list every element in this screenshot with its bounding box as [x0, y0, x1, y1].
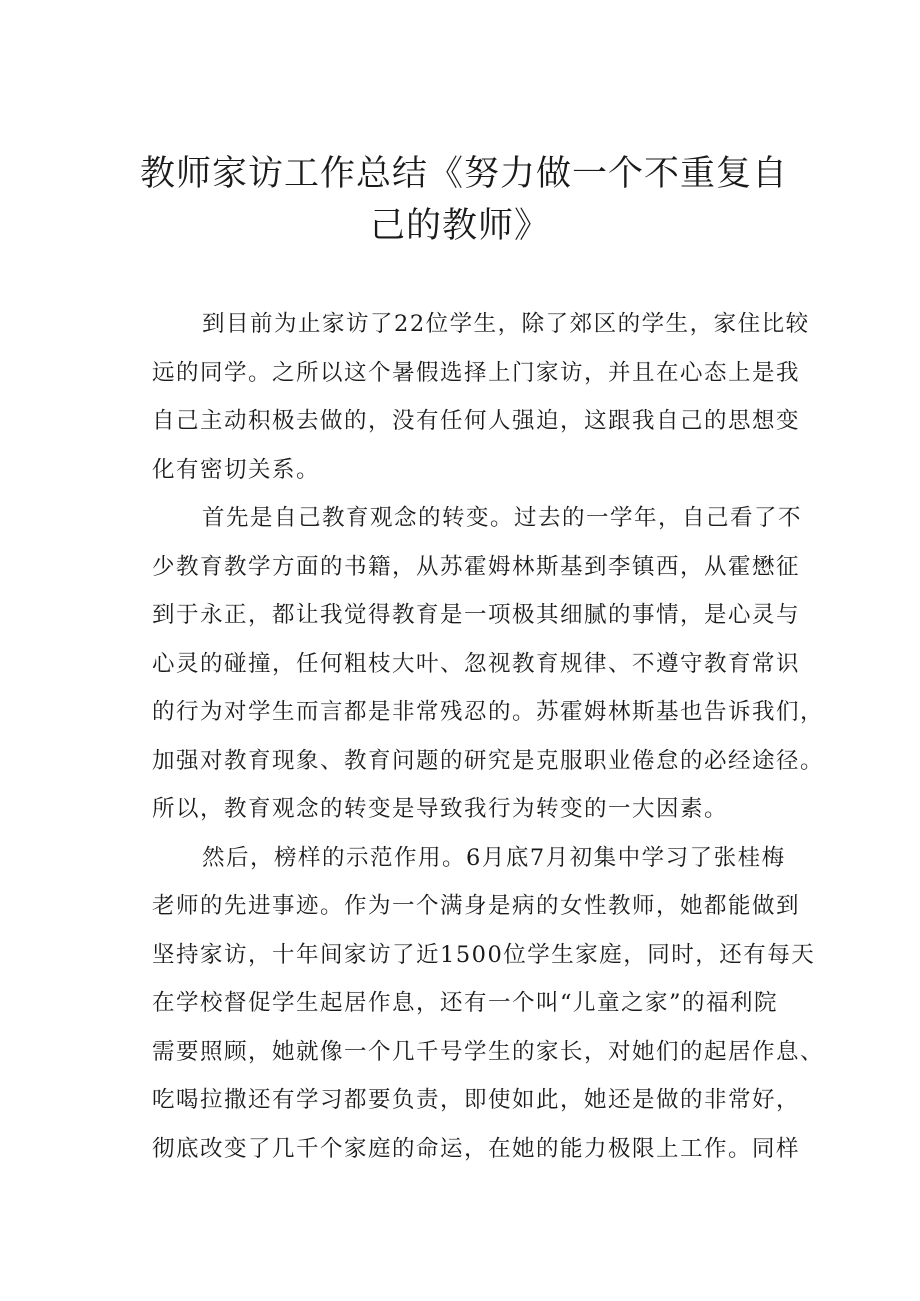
- paragraph-line: 吃喝拉撒还有学习都要负责，即使如此，她还是做的非常好，: [152, 1087, 801, 1113]
- paragraph-line: 到目前为止家访了22位学生，除了郊区的学生，家住比较: [202, 311, 810, 337]
- document-body: [152, 300, 825, 1173]
- paragraph-line: 化有密切关系。: [152, 456, 321, 483]
- title-line: 教师家访工作总结《努力做一个不重复自: [140, 154, 789, 194]
- paragraph-line: 在学校督促学生起居作息，还有一个叫“儿童之家”的福利院: [152, 990, 779, 1016]
- paragraph-line: 加强对教育现象、教育问题的研究是克服职业倦怠的必经途径。: [152, 747, 825, 774]
- paragraph-line: 然后，榜样的示范作用。6月底7月初集中学习了张桂梅: [202, 844, 786, 871]
- paragraph-line: 少教育教学方面的书籍，从苏霍姆林斯基到李镇西，从霍懋征: [152, 553, 801, 580]
- paragraph-line: 老师的先进事迹。作为一个满身是病的女性教师，她都能做到: [152, 893, 801, 919]
- paragraph-line: 首先是自己教育观念的转变。过去的一学年，自己看了不: [202, 505, 803, 531]
- paragraph-line: 所以，教育观念的转变是导致我行为转变的一大因素。: [152, 796, 729, 822]
- paragraph-line: 心灵的碰撞，任何粗枝大叶、忽视教育规律、不遵守教育常识: [152, 650, 801, 677]
- paragraph-line: 的行为对学生而言都是非常残忍的。苏霍姆林斯基也告诉我们，: [152, 699, 825, 725]
- title-line: 己的教师》: [369, 206, 550, 246]
- paragraph-line: 到于永正，都让我觉得教育是一项极其细腻的事情，是心灵与: [152, 602, 801, 628]
- paragraph-line: 彻底改变了几千个家庭的命运，在她的能力极限上工作。同样: [152, 1135, 801, 1162]
- paragraph-line: 需要照顾，她就像一个几千号学生的家长，对她们的起居作息、: [152, 1038, 825, 1065]
- paragraph-line: 坚持家访，十年间家访了近1500位学生家庭，同时，还有每天: [152, 941, 816, 968]
- paragraph-line: 远的同学。之所以这个暑假选择上门家访，并且在心态上是我: [152, 359, 801, 386]
- document-title: [140, 148, 789, 252]
- paragraph-line: 自己主动积极去做的，没有任何人强迫，这跟我自己的思想变: [152, 408, 801, 434]
